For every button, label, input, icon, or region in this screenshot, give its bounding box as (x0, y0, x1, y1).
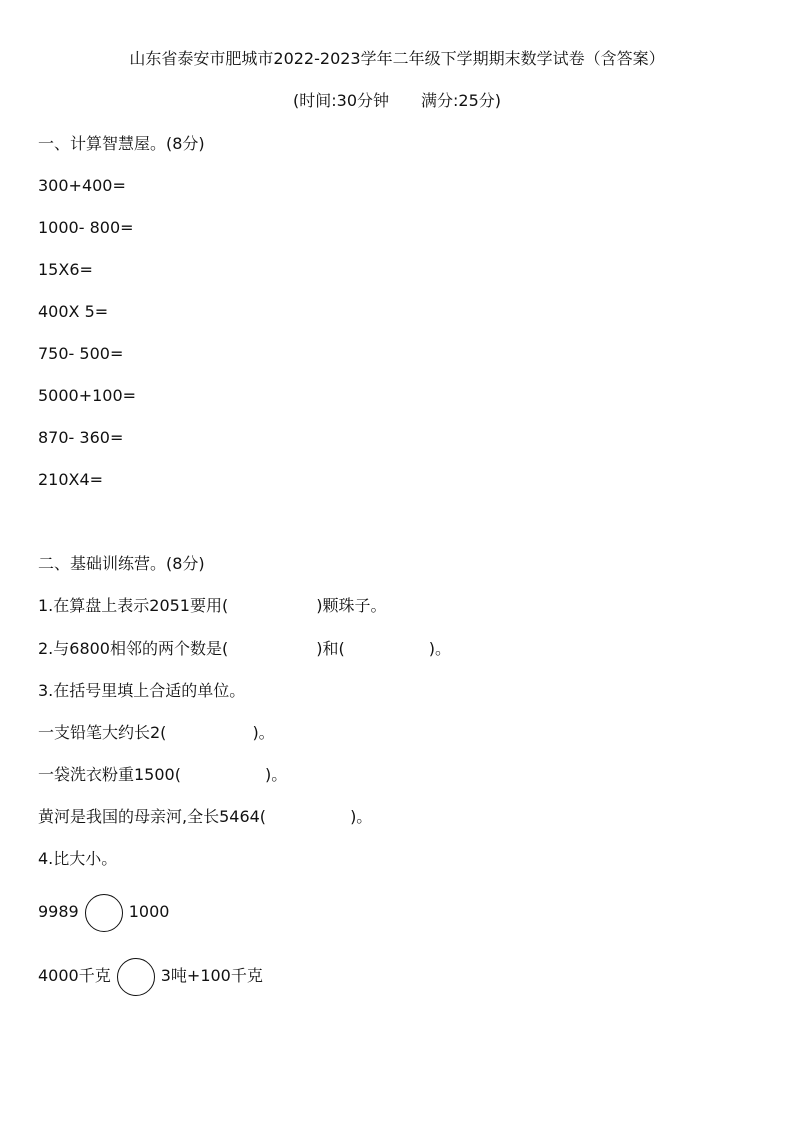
question-3-prompt: 3.在括号里填上合适的单位。 (38, 681, 246, 700)
question-1: 1.在算盘上表示2051要用( )颗珠子。 (38, 596, 387, 615)
time-limit: (时间:30分钟 (293, 91, 389, 110)
compare-circle[interactable] (117, 958, 155, 996)
calc-item-6: 5000+100= (38, 386, 137, 405)
calc-item-7: 870- 360= (38, 428, 124, 447)
question-2: 2.与6800相邻的两个数是( )和( )。 (38, 639, 451, 658)
section-2-heading: 二、基础训练营。(8分) (38, 554, 205, 573)
calc-item-3: 15X6= (38, 260, 93, 279)
page-title: 山东省泰安市肥城市2022-2023学年二年级下学期期末数学试卷（含答案） (129, 49, 665, 68)
total-score: 满分:25分) (421, 91, 501, 110)
compare-row-1: 9989 1000 (38, 892, 169, 932)
section-1-heading: 一、计算智慧屋。(8分) (38, 134, 205, 153)
calc-item-2: 1000- 800= (38, 218, 134, 237)
compare-circle[interactable] (85, 894, 123, 932)
calc-item-8: 210X4= (38, 470, 104, 489)
exam-info (0, 90, 794, 112)
question-3-line-2: 一袋洗衣粉重1500( )。 (38, 765, 288, 784)
question-4-prompt: 4.比大小。 (38, 849, 118, 868)
calc-item-1: 300+400= (38, 176, 126, 195)
calc-item-5: 750- 500= (38, 344, 124, 363)
calc-item-4: 400X 5= (38, 302, 109, 321)
question-3-line-1: 一支铅笔大约长2( )。 (38, 723, 275, 742)
compare-row-2: 4000千克 3吨+100千克 (38, 956, 263, 996)
question-3-line-3: 黄河是我国的母亲河,全长5464( )。 (38, 807, 373, 826)
